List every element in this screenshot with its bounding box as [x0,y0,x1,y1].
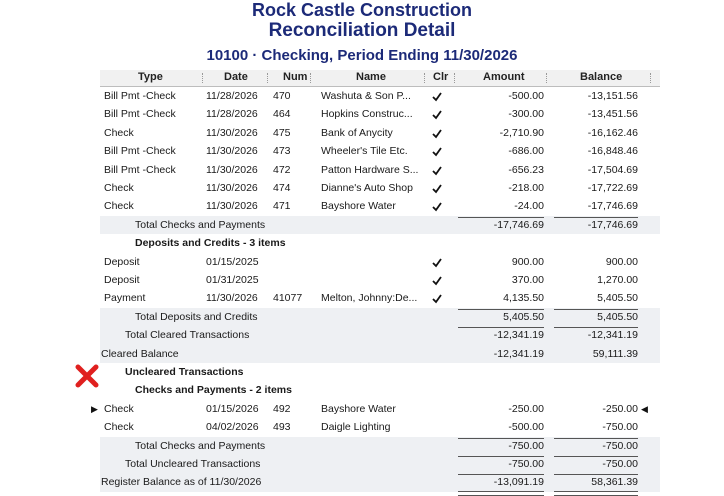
cell-name: Hopkins Construc... [321,108,413,121]
cell-amount: 5,405.50 [503,310,544,323]
table-row[interactable] [100,87,660,105]
cell-date: 01/15/2025 [206,255,259,268]
total-row [100,455,660,473]
cell-amount: 900.00 [511,255,544,268]
cell-balance: -250.00 [602,402,638,415]
row-pointer-icon: ▶ [91,403,98,414]
table-row[interactable] [100,418,660,436]
cell-num: 471 [273,200,291,213]
total-rule [554,438,638,439]
cell-date: 11/30/2026 [206,126,258,139]
column-resize-handle[interactable] [310,73,312,83]
column-header-type[interactable]: Type [138,71,163,83]
total-label: Total Uncleared Transactions [125,458,261,470]
total-label: Total Deposits and Credits [135,310,258,323]
cell-type: Bill Pmt -Check [104,145,176,158]
cell-name: Bank of Anycity [321,126,393,139]
table-row[interactable] [100,253,660,271]
checkmark-icon [430,273,444,287]
cell-type: Payment [104,292,146,305]
cell-num: 464 [273,108,291,121]
checkmark-icon [430,181,444,195]
cell-date: 11/30/2026 [206,292,258,305]
total-label: Total Checks and Payments [135,439,266,452]
cell-amount: -218.00 [508,182,544,194]
cell-amount: -500.00 [508,90,544,102]
cell-name: Washuta & Son P... [321,90,411,102]
cell-amount: -656.23 [508,163,544,176]
cell-type: Check [104,126,134,139]
cell-type: Check [104,182,134,194]
cell-name: Wheeler's Tile Etc. [321,145,408,158]
grand-total-double-rule [554,491,638,496]
total-rule [554,474,638,475]
cell-amount: -750.00 [508,458,544,470]
cell-name: Melton, Johnny:De... [321,292,418,305]
cell-balance: 59,111.39 [592,347,638,360]
table-row[interactable] [100,289,660,307]
total-rule [458,438,544,439]
cell-amount: -24.00 [514,200,544,213]
column-header-num[interactable]: Num [283,71,308,83]
cell-date: 11/30/2026 [206,200,258,213]
cell-balance: -17,746.69 [587,218,638,231]
grand-total-double-rule [458,491,544,496]
checkmark-icon [430,163,444,177]
column-header-clr[interactable]: Clr [433,71,449,83]
cell-amount: -300.00 [508,108,544,121]
section-label: Uncleared Transactions [125,366,244,378]
column-header-date[interactable]: Date [224,71,248,83]
cell-type: Check [104,402,134,415]
table-row[interactable] [100,142,660,160]
table-row[interactable] [100,124,660,142]
cell-date: 11/28/2026 [206,90,258,102]
total-row [100,308,660,326]
checkmark-icon [430,291,444,305]
cell-amount: -750.00 [508,439,544,452]
cell-balance: 1,270.00 [597,274,638,286]
cell-date: 11/30/2026 [206,182,258,194]
cell-amount: -2,710.90 [499,126,544,139]
section-label: Deposits and Credits - 3 items [135,237,286,250]
column-header-amount[interactable]: Amount [483,71,525,83]
total-label: Total Checks and Payments [135,218,266,231]
cell-type: Bill Pmt -Check [104,163,176,176]
column-resize-handle[interactable] [424,73,426,83]
cell-name: Bayshore Water [321,402,396,415]
cell-date: 11/30/2026 [206,163,258,176]
cell-num: 41077 [273,292,303,305]
company-name: Rock Castle Construction [251,0,473,20]
total-rule [458,474,544,475]
cell-balance: -12,341.19 [587,329,638,342]
total-label: Register Balance as of 11/30/2026 [101,476,262,489]
cell-type: Deposit [104,274,140,286]
cell-date: 01/15/2026 [206,402,259,415]
column-resize-handle[interactable] [267,73,269,83]
cell-amount: 4,135.50 [503,292,544,305]
column-resize-handle[interactable] [650,73,652,83]
cell-amount: -13,091.19 [493,476,544,489]
cell-num: 475 [273,126,291,139]
cell-type: Check [104,200,134,213]
column-resize-handle[interactable] [202,73,204,83]
checkmark-icon [430,255,444,269]
total-row [100,345,660,363]
cell-name: Daigle Lighting [321,421,391,434]
cell-date: 11/28/2026 [206,108,258,121]
cell-balance: 5,405.50 [597,292,638,305]
cell-name: Patton Hardware S... [321,163,419,176]
total-rule [458,456,544,457]
total-rule [458,217,544,218]
column-resize-handle[interactable] [454,73,456,83]
cell-num: 470 [273,90,291,102]
total-row [100,326,660,344]
cell-type: Check [104,421,134,434]
cell-type: Bill Pmt -Check [104,108,176,121]
cell-balance: -13,451.56 [587,108,638,121]
table-row[interactable] [100,271,660,289]
cell-balance: -13,151.56 [587,90,638,102]
cell-balance: -750.00 [602,458,638,470]
cell-balance: 5,405.50 [597,310,638,323]
section-label: Checks and Payments - 2 items [135,384,292,397]
total-rule [458,309,544,310]
cell-balance: -750.00 [602,421,638,434]
report-table [91,70,660,494]
checkmark-icon [430,199,444,213]
total-label: Total Cleared Transactions [125,329,250,342]
column-header-balance[interactable]: Balance [580,71,623,83]
cell-balance: -17,746.69 [587,200,638,213]
total-row [100,216,660,234]
table-row[interactable] [100,179,660,197]
table-row[interactable] [91,400,660,418]
total-rule [554,309,638,310]
red-x-icon [74,363,100,389]
cell-balance: -17,722.69 [587,182,638,194]
report-title: Reconciliation Detail [268,20,456,41]
section-header-row [100,381,660,399]
cell-num: 474 [273,182,291,194]
cell-type: Deposit [104,255,140,268]
cell-name: Dianne's Auto Shop [321,182,413,194]
cell-amount: -12,341.19 [493,329,544,342]
cell-balance: -16,162.46 [587,126,638,139]
table-row[interactable] [100,161,660,179]
total-rule [458,327,544,328]
section-header-row [100,234,660,252]
cell-amount: -500.00 [508,421,544,434]
total-row [100,473,660,491]
cell-date: 04/02/2026 [206,421,259,434]
cell-amount: -686.00 [508,145,544,158]
cell-amount: -12,341.19 [493,347,544,360]
column-header-name[interactable]: Name [356,71,386,83]
total-label: Cleared Balance [101,347,179,360]
cell-date: 01/31/2025 [206,274,259,286]
section-header-row [100,363,660,381]
cell-amount: 370.00 [511,274,544,286]
cell-balance: 58,361.39 [591,476,638,489]
checkmark-icon [430,144,444,158]
cell-num: 472 [273,163,291,176]
cell-balance: -750.00 [602,439,638,452]
total-rule [554,217,638,218]
cell-amount: -17,746.69 [493,218,544,231]
cell-num: 492 [273,402,291,415]
row-pointer-icon: ◀ [641,403,648,414]
cell-num: 493 [273,421,291,434]
checkmark-icon [430,126,444,140]
total-rule [554,456,638,457]
total-row [100,437,660,455]
cell-balance: 900.00 [605,255,638,268]
table-row[interactable] [100,105,660,123]
cell-balance: -17,504.69 [587,163,638,176]
cell-date: 11/30/2026 [206,145,258,158]
cell-type: Bill Pmt -Check [104,90,176,102]
column-resize-handle[interactable] [546,73,548,83]
checkmark-icon [430,107,444,121]
cell-balance: -16,848.46 [587,145,638,158]
checkmark-icon [430,89,444,103]
total-rule [554,327,638,328]
table-row[interactable] [100,197,660,215]
column-header-row [100,70,660,87]
cell-name: Bayshore Water [321,200,396,213]
report-subtitle: 10100 · Checking, Period Ending 11/30/2026 [206,47,518,64]
cell-amount: -250.00 [508,402,544,415]
cell-num: 473 [273,145,291,158]
